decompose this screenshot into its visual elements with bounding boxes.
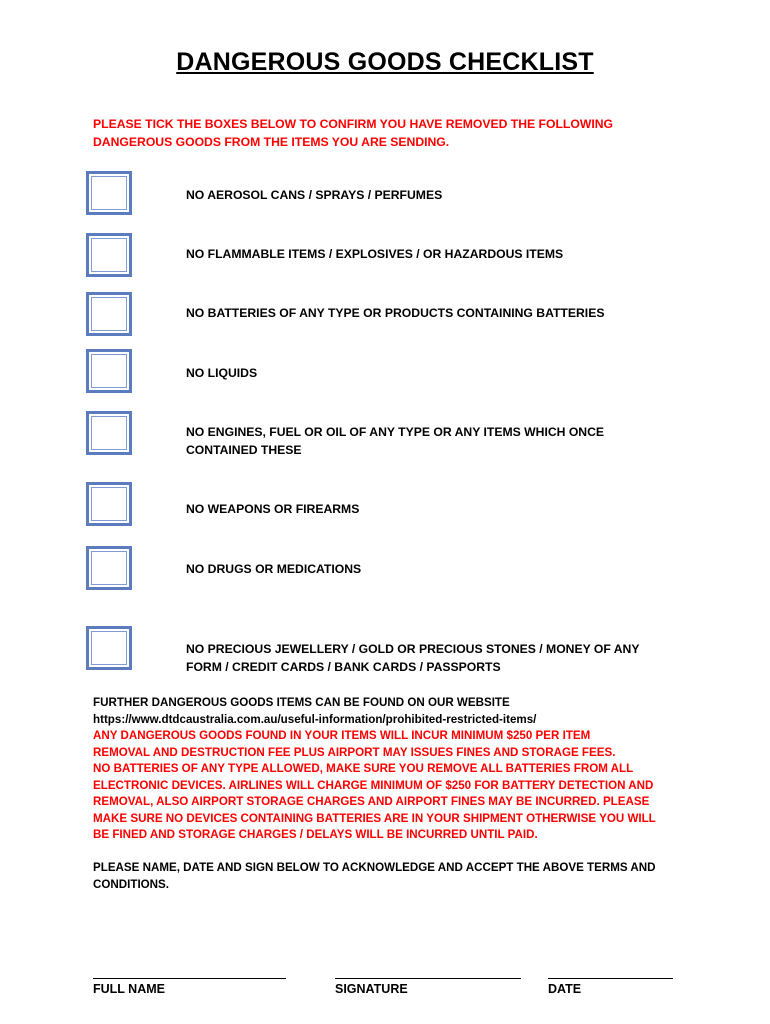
checklist-item-weapons <box>186 500 686 518</box>
further-info-section <box>93 695 693 844</box>
checklist-item-label: NO ENGINES, FUEL OR OIL OF ANY TYPE OR ANY ITEMS WHICH ONCE <box>186 425 605 439</box>
checkbox-weapons[interactable] <box>86 482 132 526</box>
checklist-item-liquids <box>186 364 686 382</box>
warning-line: BE FINED AND STORAGE CHARGES / DELAYS WILL BE INCURRED UNTIL PAID. <box>93 828 538 841</box>
warning-line: ELECTRONIC DEVICES. AIRLINES WILL CHARGE MINIMUM OF $250 FOR BATTERY DETECTION AND <box>93 778 654 792</box>
checklist-item-label: NO LIQUIDS <box>186 366 258 380</box>
further-info-text: FURTHER DANGEROUS GOODS ITEMS CAN BE FOUND ON OUR WEBSITE <box>93 696 510 709</box>
checklist-item-label: NO DRUGS OR MEDICATIONS <box>186 562 362 576</box>
acknowledgement-line: CONDITIONS. <box>93 877 170 891</box>
page-title: DANGEROUS GOODS CHECKLIST <box>176 48 594 76</box>
checkbox-batteries[interactable] <box>86 292 132 336</box>
checklist-item-engines <box>186 423 686 459</box>
checklist-item-label: NO BATTERIES OF ANY TYPE OR PRODUCTS CONTAINING BATTERIES <box>186 306 605 320</box>
checkbox-aerosol[interactable] <box>86 171 132 215</box>
checkbox-engines[interactable] <box>86 411 132 455</box>
checklist-item-label: NO WEAPONS OR FIREARMS <box>186 502 360 516</box>
checkbox-flammable[interactable] <box>86 233 132 277</box>
acknowledgement-text <box>93 860 693 893</box>
full-name-label: FULL NAME <box>93 982 165 996</box>
instructions-line: DANGEROUS GOODS FROM THE ITEMS YOU ARE SENDING. <box>93 135 450 149</box>
checkbox-liquids[interactable] <box>86 349 132 393</box>
checklist-item-flammable <box>186 245 686 263</box>
checklist-item-label: CONTAINED THESE <box>186 443 302 457</box>
checklist-item-drugs <box>186 560 686 578</box>
warning-line: REMOVAL AND DESTRUCTION FEE PLUS AIRPORT MAY ISSUES FINES AND STORAGE FEES. <box>93 745 616 759</box>
instructions-text <box>93 115 673 151</box>
warning-line: ANY DANGEROUS GOODS FOUND IN YOUR ITEMS WILL INCUR MINIMUM $250 PER ITEM <box>93 729 591 742</box>
signature-label: SIGNATURE <box>335 982 408 996</box>
checkbox-drugs[interactable] <box>86 546 132 590</box>
checklist-item-label: NO AEROSOL CANS / SPRAYS / PERFUMES <box>186 188 443 202</box>
checklist-item-aerosol <box>186 186 686 204</box>
checkbox-precious[interactable] <box>86 626 132 670</box>
instructions-line: PLEASE TICK THE BOXES BELOW TO CONFIRM YOU HAVE REMOVED THE FOLLOWING <box>93 117 614 131</box>
date-label: DATE <box>548 982 582 996</box>
checklist-item-label: NO PRECIOUS JEWELLERY / GOLD OR PRECIOUS STONES / MONEY OF ANY <box>186 642 640 656</box>
warning-line: MAKE SURE NO DEVICES CONTAINING BATTERIES ARE IN YOUR SHIPMENT OTHERWISE YOU WILL <box>93 811 656 825</box>
warning-line: NO BATTERIES OF ANY TYPE ALLOWED, MAKE SURE YOU REMOVE ALL BATTERIES FROM ALL <box>93 762 634 775</box>
signature-field[interactable] <box>335 978 521 979</box>
acknowledgement-line: PLEASE NAME, DATE AND SIGN BELOW TO ACKNOWLEDGE AND ACCEPT THE ABOVE TERMS AND <box>93 861 656 874</box>
full-name-field[interactable] <box>93 978 286 979</box>
checklist-item-label: FORM / CREDIT CARDS / BANK CARDS / PASSPORTS <box>186 660 501 674</box>
website-link[interactable]: https://www.dtdcaustralia.com.au/useful-information/prohibited-restricted-items/ <box>93 712 537 726</box>
date-field[interactable] <box>548 978 673 979</box>
checklist-item-precious <box>186 640 686 676</box>
checklist-item-batteries <box>186 304 686 322</box>
checklist-item-label: NO FLAMMABLE ITEMS / EXPLOSIVES / OR HAZARDOUS ITEMS <box>186 247 564 261</box>
warning-line: REMOVAL, ALSO AIRPORT STORAGE CHARGES AND AIRPORT FINES MAY BE INCURRED. PLEASE <box>93 795 650 808</box>
